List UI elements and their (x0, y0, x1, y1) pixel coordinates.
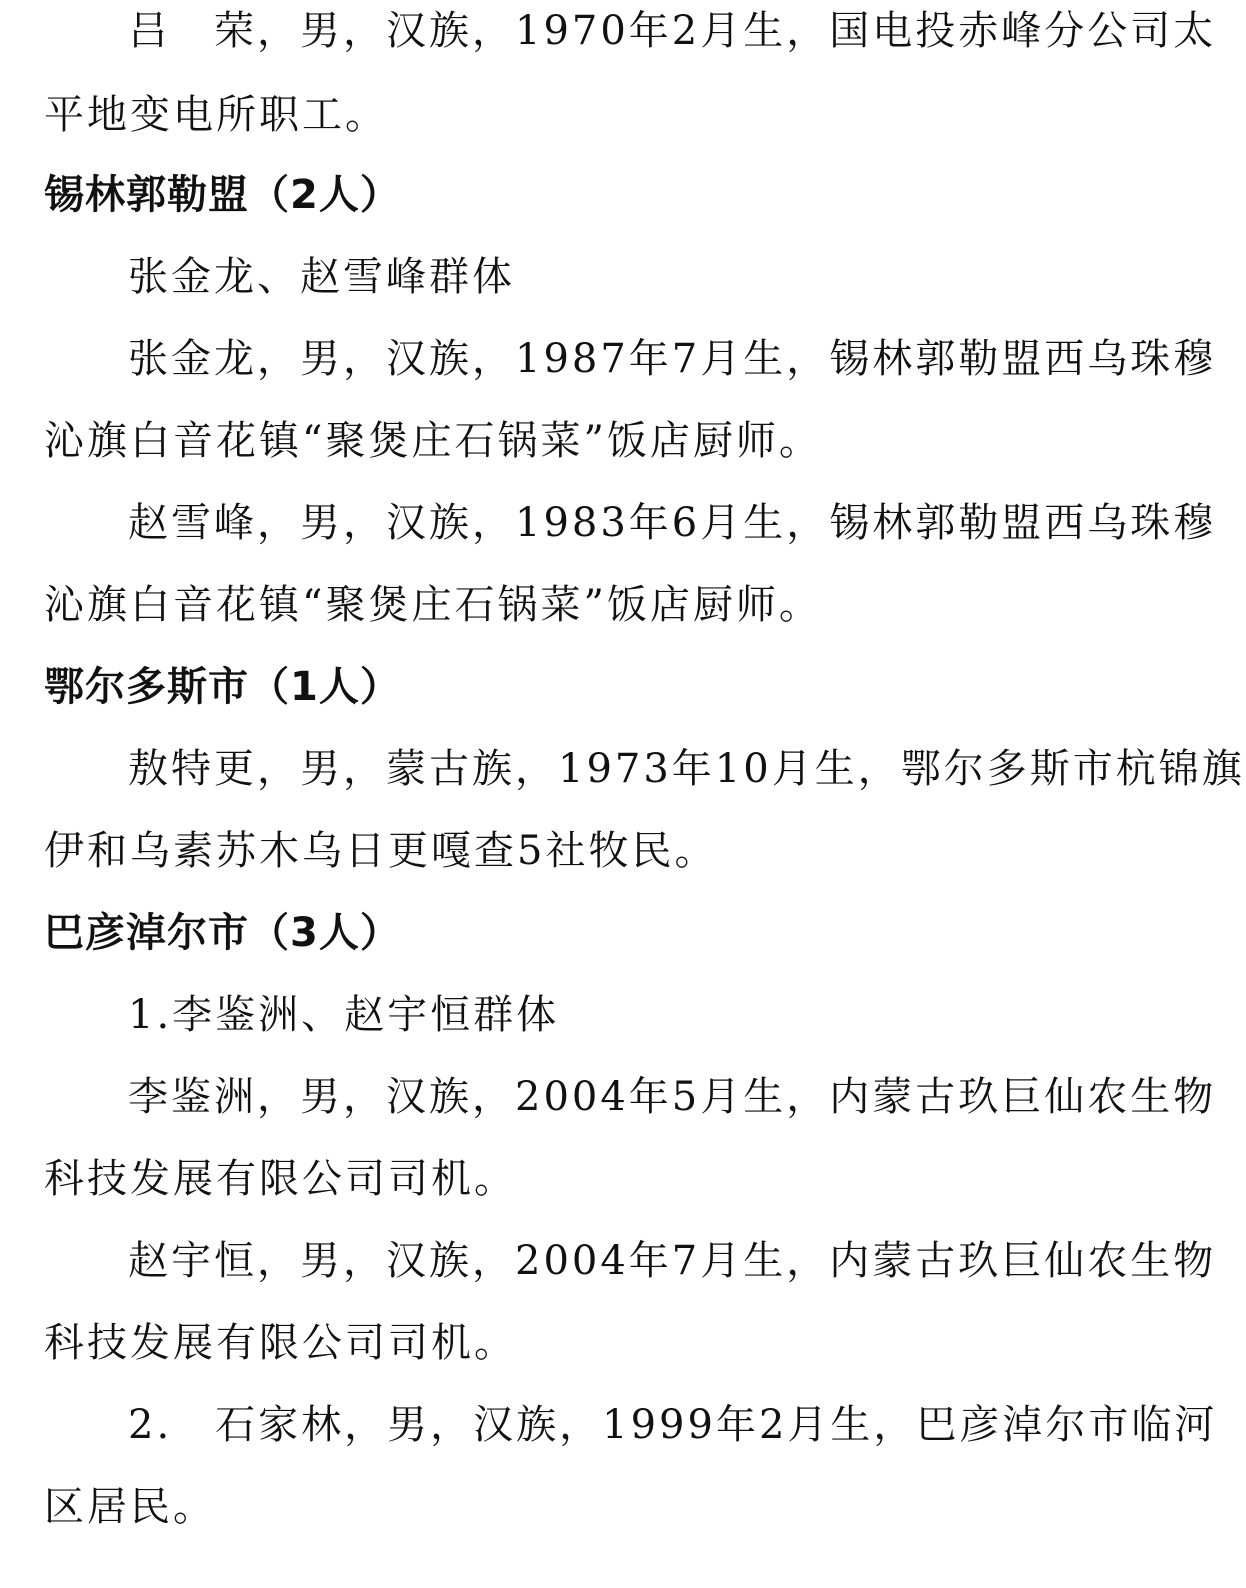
paragraph-line: 平地变电所职工。 (44, 92, 388, 138)
section-heading-ordos: 鄂尔多斯市（1人） (44, 664, 401, 710)
paragraph-line: 科技发展有限公司司机。 (44, 1156, 517, 1202)
paragraph-line: 李鉴洲，男，汉族，2004年5月生，内蒙古玖巨仙农生物 (128, 1074, 1217, 1120)
paragraph-line: 张金龙，男，汉族，1987年7月生，锡林郭勒盟西乌珠穆 (128, 336, 1217, 382)
paragraph-line: 区居民。 (44, 1484, 216, 1530)
paragraph-line: 沁旗白音花镇“聚煲庄石锅菜”饭店厨师。 (44, 418, 822, 464)
section-heading-bayannur: 巴彦淖尔市（3人） (44, 910, 401, 956)
paragraph-line: 敖特更，男，蒙古族，1973年10月生，鄂尔多斯市杭锦旗 (128, 746, 1245, 792)
paragraph-line: 科技发展有限公司司机。 (44, 1320, 517, 1366)
paragraph-line: 伊和乌素苏木乌日更嘎查5社牧民。 (44, 828, 718, 874)
section-heading-xilingol: 锡林郭勒盟（2人） (44, 172, 401, 218)
paragraph-line: 沁旗白音花镇“聚煲庄石锅菜”饭店厨师。 (44, 582, 822, 628)
paragraph-line: 2. 石家林，男，汉族，1999年2月生，巴彦淖尔市临河 (128, 1402, 1218, 1448)
paragraph-line: 吕 荣，男，汉族，1970年2月生，国电投赤峰分公司太 (128, 8, 1217, 54)
paragraph-line: 赵宇恒，男，汉族，2004年7月生，内蒙古玖巨仙农生物 (128, 1238, 1217, 1284)
paragraph-line: 赵雪峰，男，汉族，1983年6月生，锡林郭勒盟西乌珠穆 (128, 500, 1217, 546)
group-title: 张金龙、赵雪峰群体 (128, 254, 515, 300)
group-title: 1.李鉴洲、赵宇恒群体 (128, 992, 560, 1038)
